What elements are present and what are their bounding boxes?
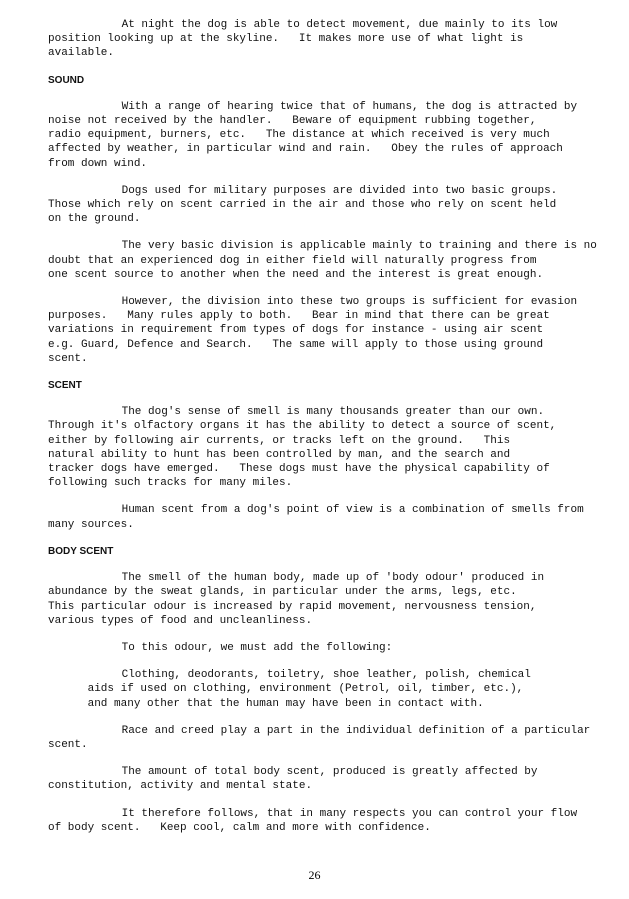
text-line: various types of food and uncleanliness.	[48, 614, 313, 627]
paragraph	[48, 239, 599, 282]
text-line: available.	[48, 47, 115, 60]
text-line: tracker dogs have emerged. These dogs must have the physical capability of	[48, 463, 550, 476]
text-line: With a range of hearing twice that of humans, the dog is attracted by	[82, 100, 578, 113]
text-line: Race and creed play a part in the individual definition of a particular	[82, 724, 591, 737]
text-line: The smell of the human body, made up of 'body odour' produced in	[82, 572, 545, 585]
text-line: Dogs used for military purposes are divided into two basic groups.	[82, 184, 558, 197]
text-line: scent.	[48, 352, 88, 365]
page-number: 26	[308, 868, 321, 882]
paragraph	[48, 18, 599, 61]
text-line: At night the dog is able to detect movement, due mainly to its low	[82, 19, 558, 31]
paragraph	[48, 571, 599, 628]
section-heading: SCENT	[48, 380, 82, 392]
text-line: However, the division into these two groups is sufficient for evasion	[82, 296, 578, 309]
text-line: from down wind.	[48, 157, 148, 170]
text-line: either by following air currents, or tracks left on the ground. This	[48, 434, 511, 447]
text-line: e.g. Guard, Defence and Search. The same will apply to those using ground	[48, 338, 544, 351]
text-line: It therefore follows, that in many respects you can control your flow	[82, 807, 578, 820]
paragraph	[48, 100, 599, 171]
paragraph	[48, 807, 599, 835]
text-line: noise not received by the handler. Beware of equipment rubbing together,	[48, 115, 537, 128]
paragraph	[48, 641, 599, 655]
text-line: doubt that an experienced dog in either field will naturally progress from	[48, 254, 537, 267]
text-line: The very basic division is applicable mainly to training and there is no	[82, 240, 597, 253]
paragraph	[48, 503, 599, 531]
section-heading: SOUND	[48, 74, 85, 86]
text-line: on the ground.	[48, 213, 141, 226]
paragraph	[48, 405, 599, 490]
text-line: To this odour, we must add the following:	[82, 641, 393, 654]
text-line: many sources.	[48, 518, 134, 531]
text-line: purposes. Many rules apply to both. Bear in mind that there can be great	[48, 310, 550, 323]
text-line: variations in requirement from types of dogs for instance - using air scent	[48, 324, 544, 337]
text-line: abundance by the sweat glands, in particular under the arms, legs, etc.	[48, 586, 517, 599]
paragraph	[48, 184, 599, 227]
paragraph	[48, 765, 599, 793]
paragraph	[48, 295, 599, 366]
text-line: The dog's sense of smell is many thousands greater than our own.	[82, 406, 545, 419]
text-line: following such tracks for many miles.	[48, 477, 293, 490]
text-line: Those which rely on scent carried in the air and those who rely on scent held	[48, 199, 557, 212]
text-line: radio equipment, burners, etc. The distance at which received is very much	[48, 129, 550, 142]
paragraph	[48, 668, 599, 711]
text-line: one scent source to another when the need and the interest is great enough.	[48, 268, 544, 281]
text-line: natural ability to hunt has been controlled by man, and the search and	[48, 448, 511, 461]
text-line: position looking up at the skyline. It makes more use of what light is	[48, 33, 524, 46]
text-line: This particular odour is increased by rapid movement, nervousness tension,	[48, 600, 537, 613]
text-line: Clothing, deodorants, toiletry, shoe leather, polish, chemical	[82, 669, 531, 682]
text-line: aids if used on clothing, environment (Petrol, oil, timber, etc.),	[48, 683, 524, 696]
section-heading: BODY SCENT	[48, 545, 114, 557]
text-line: and many other that the human may have been in contact with.	[48, 697, 484, 710]
text-line: scent.	[48, 738, 88, 751]
text-line: The amount of total body scent, produced is greatly affected by	[82, 766, 538, 779]
text-line: of body scent. Keep cool, calm and more with confidence.	[48, 821, 431, 834]
text-line: Through it's olfactory organs it has the ability to detect a source of scent,	[48, 420, 557, 433]
text-line: Human scent from a dog's point of view is a combination of smells from	[82, 504, 584, 517]
text-line: constitution, activity and mental state.	[48, 780, 313, 793]
text-line: affected by weather, in particular wind and rain. Obey the rules of approach	[48, 143, 563, 156]
paragraph	[48, 724, 599, 752]
